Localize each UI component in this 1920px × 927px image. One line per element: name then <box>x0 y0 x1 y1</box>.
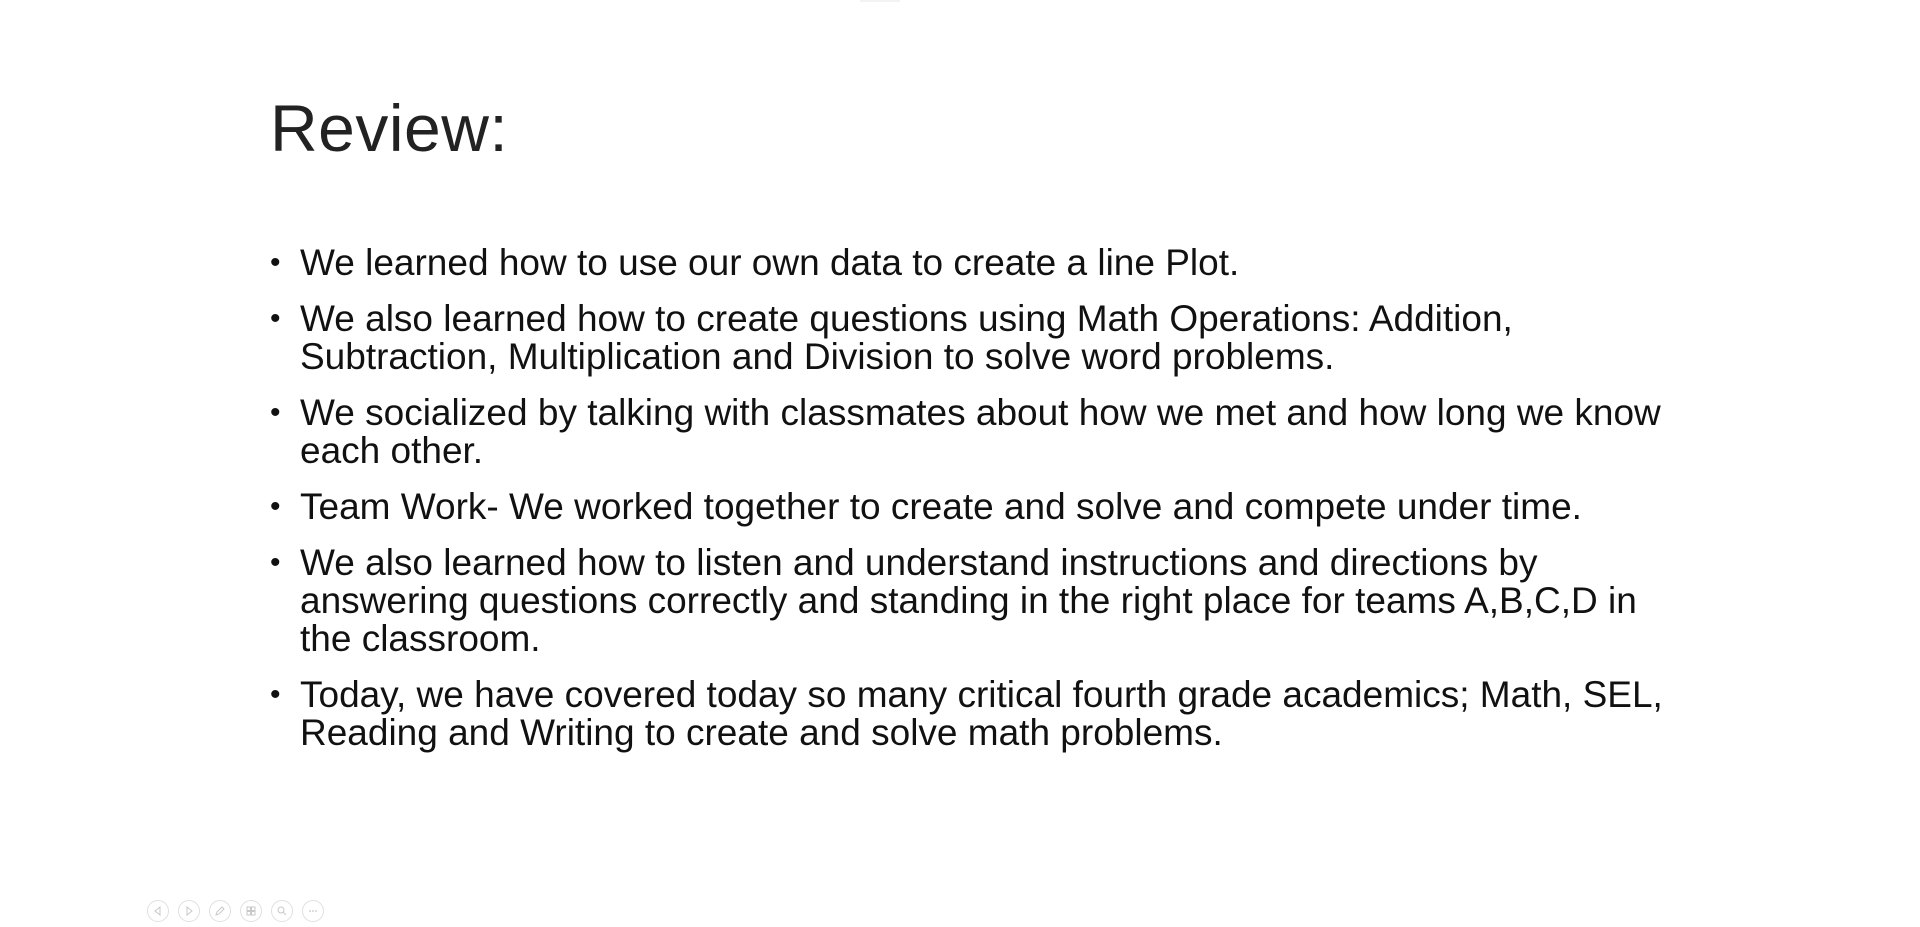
bullet-marker: • <box>270 396 281 429</box>
bullet-marker: • <box>270 678 281 711</box>
bullet-item <box>270 300 1670 376</box>
bullet-item <box>270 544 1670 658</box>
bullet-item <box>270 488 1670 526</box>
more-options-icon[interactable] <box>302 900 324 922</box>
zoom-icon[interactable] <box>271 900 293 922</box>
bullet-list <box>270 244 1670 770</box>
bullet-text: We learned how to use our own data to create a line Plot. <box>300 242 1240 283</box>
bullet-item <box>270 676 1670 752</box>
bullet-text: We also learned how to listen and understand instructions and directions by answering questions correctly and standing in the right place for teams A,B,C,D in the classroom. <box>300 542 1637 659</box>
bullet-text: We socialized by talking with classmates about how we met and how long we know each other. <box>300 392 1661 471</box>
previous-slide-icon[interactable] <box>147 900 169 922</box>
bullet-item <box>270 244 1670 282</box>
bullet-marker: • <box>270 490 281 523</box>
slides-grid-icon[interactable] <box>240 900 262 922</box>
bullet-marker: • <box>270 546 281 579</box>
bullet-item <box>270 394 1670 470</box>
next-slide-icon[interactable] <box>178 900 200 922</box>
bullet-text: Today, we have covered today so many critical fourth grade academics; Math, SEL, Reading and Writing to create and solve math problems. <box>300 674 1663 753</box>
slide-title: Review: <box>270 91 509 165</box>
bullet-text: We also learned how to create questions using Math Operations: Addition, Subtraction, Multiplication and Division to solve word problems. <box>300 298 1513 377</box>
top-edge-mark <box>860 0 900 2</box>
bullet-marker: • <box>270 302 281 335</box>
bullet-marker: • <box>270 246 281 279</box>
slideshow-toolbar <box>147 900 324 922</box>
bullet-text: Team Work- We worked together to create and solve and compete under time. <box>300 486 1582 527</box>
pen-icon[interactable] <box>209 900 231 922</box>
